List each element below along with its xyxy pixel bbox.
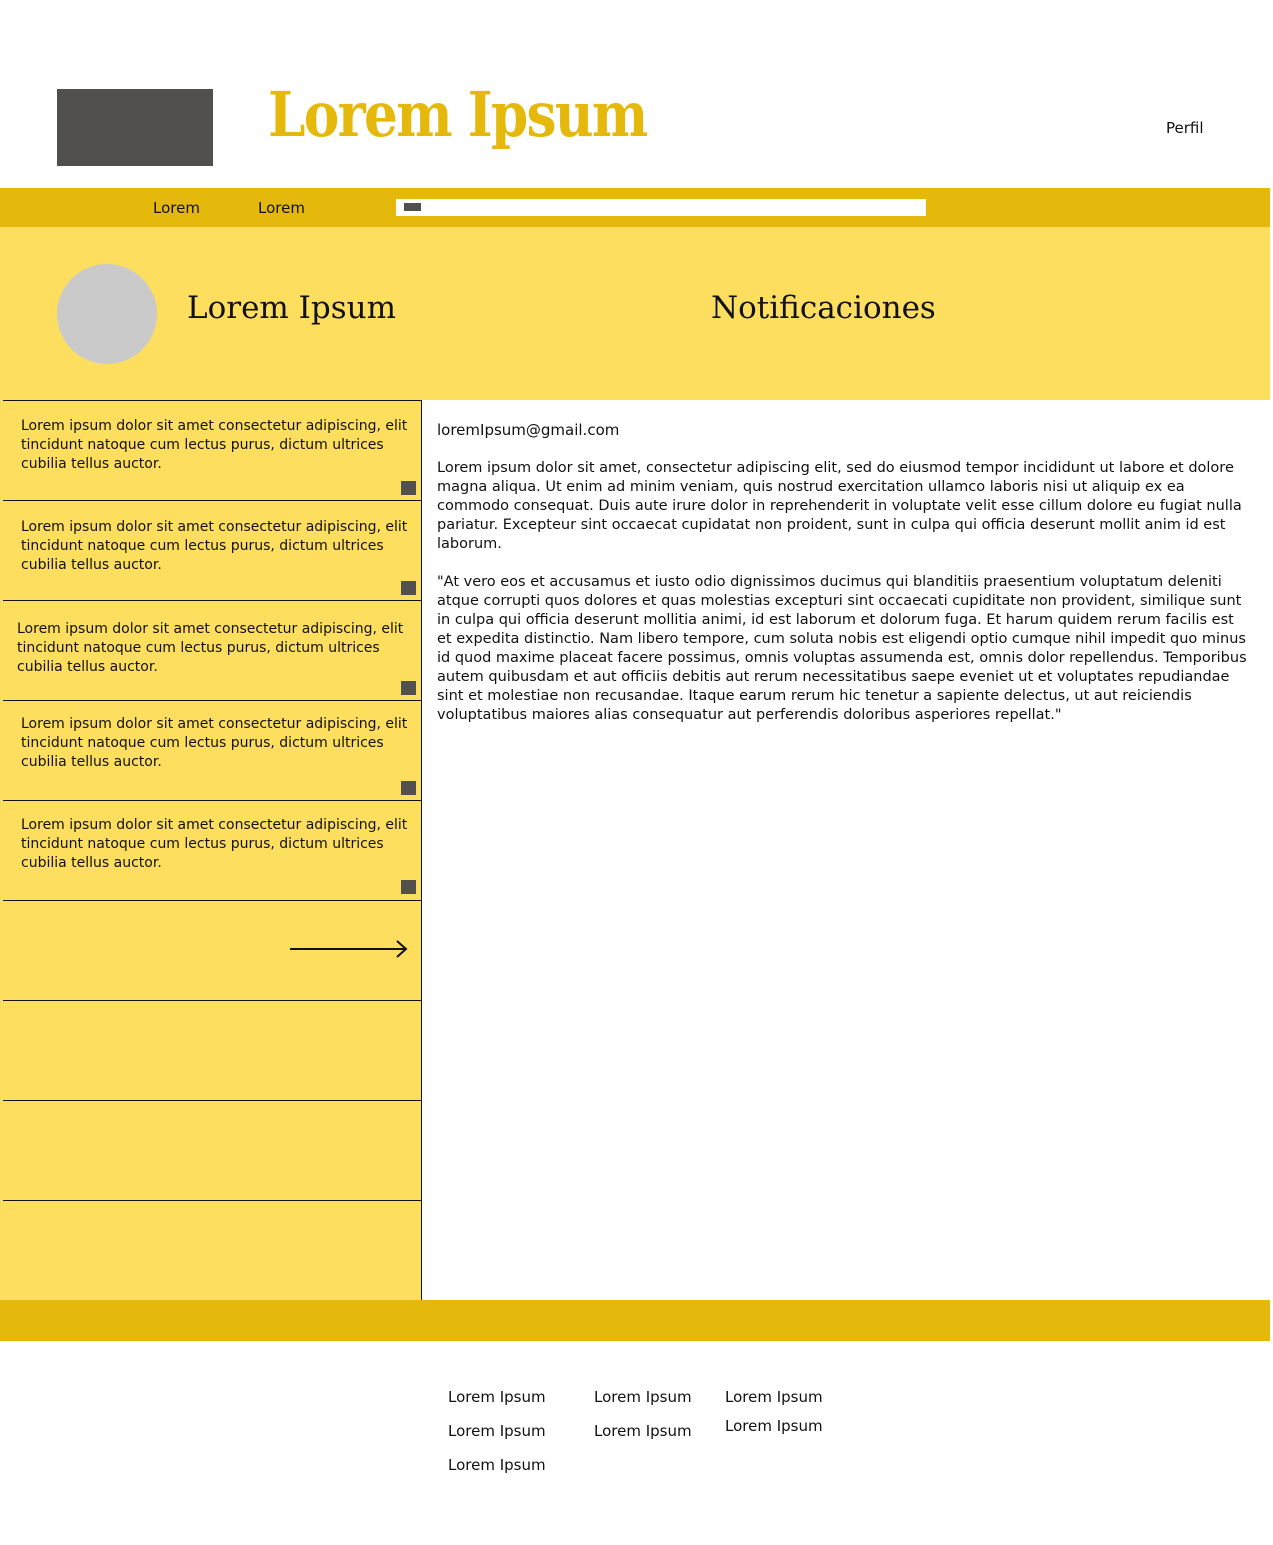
notification-sender-email: loremIpsum@gmail.com: [437, 421, 620, 439]
footer-bar: [0, 1300, 1270, 1341]
divider: [3, 800, 421, 801]
search-input[interactable]: [396, 199, 926, 216]
footer-link[interactable]: Lorem Ipsum: [594, 1422, 692, 1440]
divider: [3, 500, 421, 501]
search-icon[interactable]: [404, 203, 421, 211]
notification-item[interactable]: Lorem ipsum dolor sit amet consectetur adipiscing, elit tincidunt natoque cum lectus purus, dictum ultrices cubilia tellus auctor.: [21, 716, 408, 770]
divider: [3, 1200, 421, 1201]
footer-link[interactable]: Lorem Ipsum: [448, 1388, 546, 1406]
notification-body-paragraph: "At vero eos et accusamus et iusto odio dignissimos ducimus qui blanditiis praesentium voluptatum deleniti atque corrupti quos dolores et quas molestias excepturi sint occaecati cupiditate non provident, similique sunt in culpa qui officia deserunt mollitia animi, id est laborum et dolorum fuga. Et harum quidem rerum facilis est et expedita distinctio. Nam libero tempore, cum soluta nobis est eligendi optio cumque nihil impedit quo minus id quod maxime placeat facere possimus, omnis voluptas assumenda est, omnis dolor repellendus. Temporibus autem quibusdam et aut officiis debitis aut rerum necessitatibus saepe eveniet ut et voluptates repudiandae sint et molestiae non recusandae. Itaque earum rerum hic tenetur a sapiente delectus, ut aut reiciendis voluptatibus maiores alias consequatur aut perferendis doloribus asperiores repellat.": [437, 574, 1247, 723]
notification-item[interactable]: Lorem ipsum dolor sit amet consectetur adipiscing, elit tincidunt natoque cum lectus purus, dictum ultrices cubilia tellus auctor.: [21, 418, 408, 472]
notification-body-paragraph: Lorem ipsum dolor sit amet, consectetur adipiscing elit, sed do eiusmod tempor incididunt ut labore et dolore magna aliqua. Ut enim ad minim veniam, quis nostrud exercitation ullamco laboris nisi ut aliquip ex ea commodo consequat. Duis aute irure dolor in reprehenderit in voluptate velit esse cillum dolore eu fugiat nulla pariatur. Excepteur sint occaecat cupidatat non proident, sunt in culpa qui officia deserunt mollit anim id est laborum.: [437, 460, 1242, 552]
notification-status-icon[interactable]: [401, 581, 416, 595]
divider: [421, 400, 422, 1300]
notification-item[interactable]: Lorem ipsum dolor sit amet consectetur adipiscing, elit tincidunt natoque cum lectus purus, dictum ultrices cubilia tellus auctor.: [21, 817, 408, 871]
notification-status-icon[interactable]: [401, 781, 416, 795]
footer-link[interactable]: Lorem Ipsum: [448, 1422, 546, 1440]
nav-link-lorem-2[interactable]: Lorem: [258, 199, 305, 217]
next-arrow-icon[interactable]: [288, 938, 410, 960]
footer-link[interactable]: Lorem Ipsum: [725, 1417, 823, 1435]
divider: [3, 600, 421, 601]
notification-status-icon[interactable]: [401, 681, 416, 695]
divider: [3, 700, 421, 701]
divider: [3, 1000, 421, 1001]
avatar[interactable]: [57, 264, 157, 364]
footer-link[interactable]: Lorem Ipsum: [725, 1388, 823, 1406]
logo[interactable]: [57, 89, 213, 166]
profile-link[interactable]: Perfil: [1166, 119, 1204, 137]
profile-name: Lorem Ipsum: [187, 290, 397, 326]
page-title: Notificaciones: [711, 290, 936, 326]
divider: [3, 1100, 421, 1101]
divider: [3, 900, 421, 901]
divider: [3, 400, 421, 401]
notification-item[interactable]: Lorem ipsum dolor sit amet consectetur adipiscing, elit tincidunt natoque cum lectus purus, dictum ultrices cubilia tellus auctor.: [17, 621, 404, 675]
notification-status-icon[interactable]: [401, 880, 416, 894]
nav-link-lorem-1[interactable]: Lorem: [153, 199, 200, 217]
site-title: Lorem Ipsum: [268, 78, 647, 151]
notification-item[interactable]: Lorem ipsum dolor sit amet consectetur adipiscing, elit tincidunt natoque cum lectus purus, dictum ultrices cubilia tellus auctor.: [21, 519, 408, 573]
notification-status-icon[interactable]: [401, 481, 416, 495]
footer-link[interactable]: Lorem Ipsum: [448, 1456, 546, 1474]
footer-link[interactable]: Lorem Ipsum: [594, 1388, 692, 1406]
